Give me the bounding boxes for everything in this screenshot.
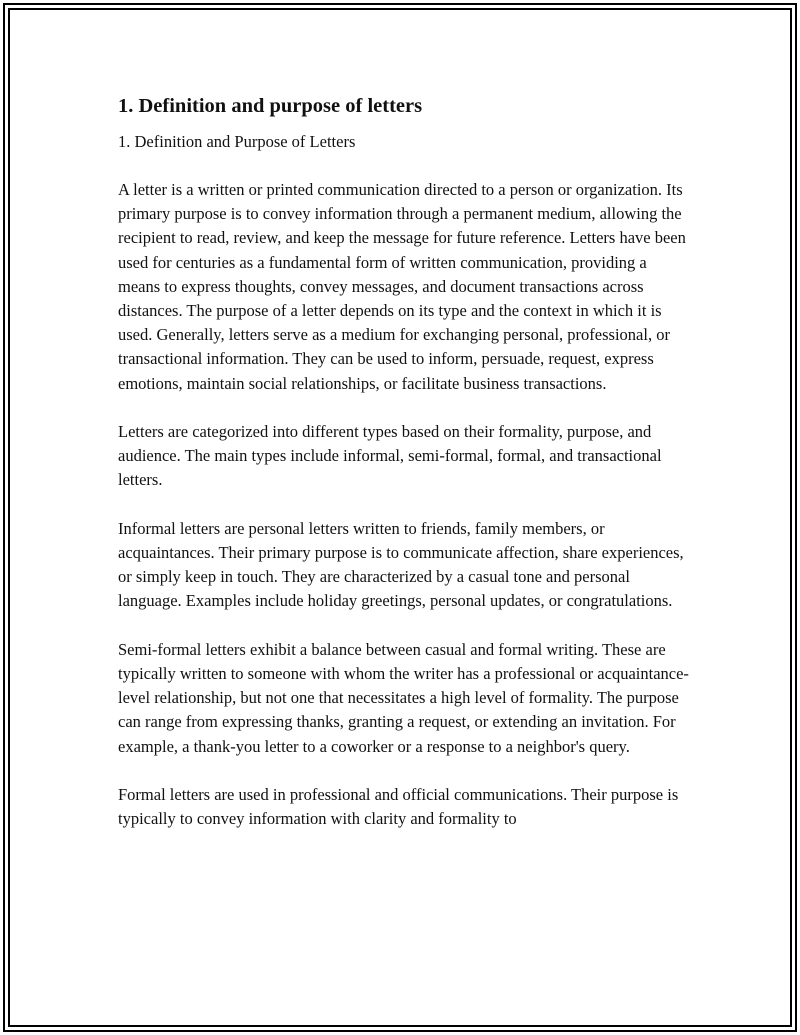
- document-body: [118, 93, 693, 856]
- section-heading: 1. Definition and purpose of letters: [118, 95, 423, 117]
- paragraph-types: Letters are categorized into different types based on their formality, purpose, and audience. The main types include informal, semi-formal, formal, and transactional letters.: [118, 422, 662, 490]
- paragraph-informal: Informal letters are personal letters written to friends, family members, or acquaintances. Their primary purpose is to communicate affection, share experiences, or simply keep in touch. They are characterized by a casual tone and personal language. Examples include holiday greetings, personal updates, or congratulations.: [118, 518, 684, 611]
- paragraph-formal: Formal letters are used in professional and official communications. Their purpose is typically to convey information with clarity and formality to: [118, 785, 679, 829]
- section-subheading: 1. Definition and Purpose of Letters: [118, 132, 356, 151]
- paragraph-definition: A letter is a written or printed communication directed to a person or organization. Its primary purpose is to convey information through a permanent medium, allowing the recipient to read, review, and keep the message for future reference. Letters have been used for centuries as a fundamental form of written communication, providing a means to express thoughts, convey messages, and document transactions across distances. The purpose of a letter depends on its type and the context in which it is used. Generally, letters serve as a medium for exchanging personal, professional, or transactional information. They can be used to inform, persuade, request, express emotions, maintain social relationships, or facilitate business transactions.: [118, 180, 686, 393]
- paragraph-semi-formal: Semi-formal letters exhibit a balance between casual and formal writing. These are typically written to someone with whom the writer has a professional or acquaintance-level relationship, but not one that necessitates a high level of formality. The purpose can range from expressing thanks, granting a request, or extending an invitation. For example, a thank-you letter to a coworker or a response to a neighbor's query.: [118, 639, 689, 756]
